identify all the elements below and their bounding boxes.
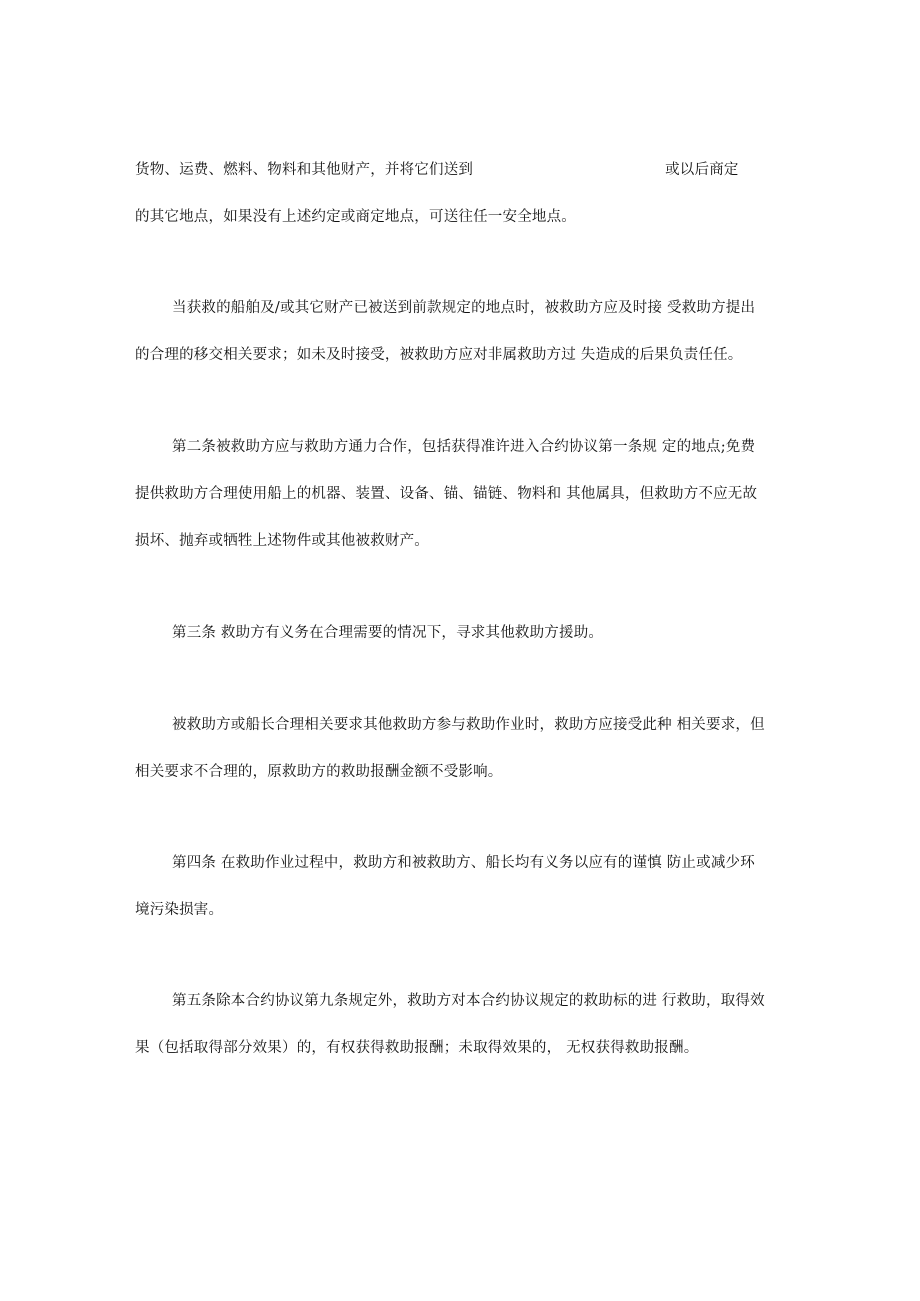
paragraph-6-line-1: 第四条 在救助作业过程中，救助方和被救助方、船长均有义务以应有的谨慎 防止或减少环 xyxy=(172,855,755,871)
paragraph-2-line-2: 的合理的移交相关要求；如未及时接受，被救助方应对非属救助方过 失造成的后果负责任任。 xyxy=(135,347,743,363)
paragraph-1-line-1-part-2: 或以后商定 xyxy=(665,162,739,178)
paragraph-3-line-3: 损坏、抛弃或牺牲上述物件或其他被救财产。 xyxy=(135,533,429,549)
paragraph-1-line-2: 的其它地点，如果没有上述约定或商定地点，可送往任一安全地点。 xyxy=(135,209,576,225)
paragraph-6-line-2: 境污染损害。 xyxy=(135,902,224,918)
paragraph-7-line-1: 第五条除本合约协议第九条规定外，救助方对本合约协议规定的救助标的进 行救助，取得效 xyxy=(172,993,765,1009)
paragraph-2-line-1: 当获救的船舶及/或其它财产已被送到前款规定的地点时，被救助方应及时接 受救助方提出 xyxy=(172,300,756,316)
paragraph-1-line-1-part-1: 货物、运费、燃料、物料和其他财产，并将它们送到 xyxy=(135,162,474,178)
paragraph-4-line-1: 第三条 救助方有义务在合理需要的情况下，寻求其他救助方援助。 xyxy=(172,625,604,641)
paragraph-3-line-1: 第二条被救助方应与救助方通力合作，包括获得准许进入合约协议第一条规 定的地点;免费 xyxy=(172,439,756,455)
paragraph-1-line-1 xyxy=(135,160,739,180)
paragraph-7-line-2: 果（包括取得部分效果）的，有权获得救助报酬；未取得效果的， 无权获得救助报酬。 xyxy=(135,1040,699,1056)
paragraph-3-line-2: 提供救助方合理使用船上的机器、装置、设备、锚、锚链、物料和 其他属具，但救助方不应无故 xyxy=(135,486,758,502)
paragraph-5-line-1: 被救助方或船长合理相关要求其他救助方参与救助作业时，救助方应接受此种 相关要求，但 xyxy=(172,717,765,733)
paragraph-5-line-2: 相关要求不合理的，原救助方的救助报酬金额不受影响。 xyxy=(135,764,503,780)
